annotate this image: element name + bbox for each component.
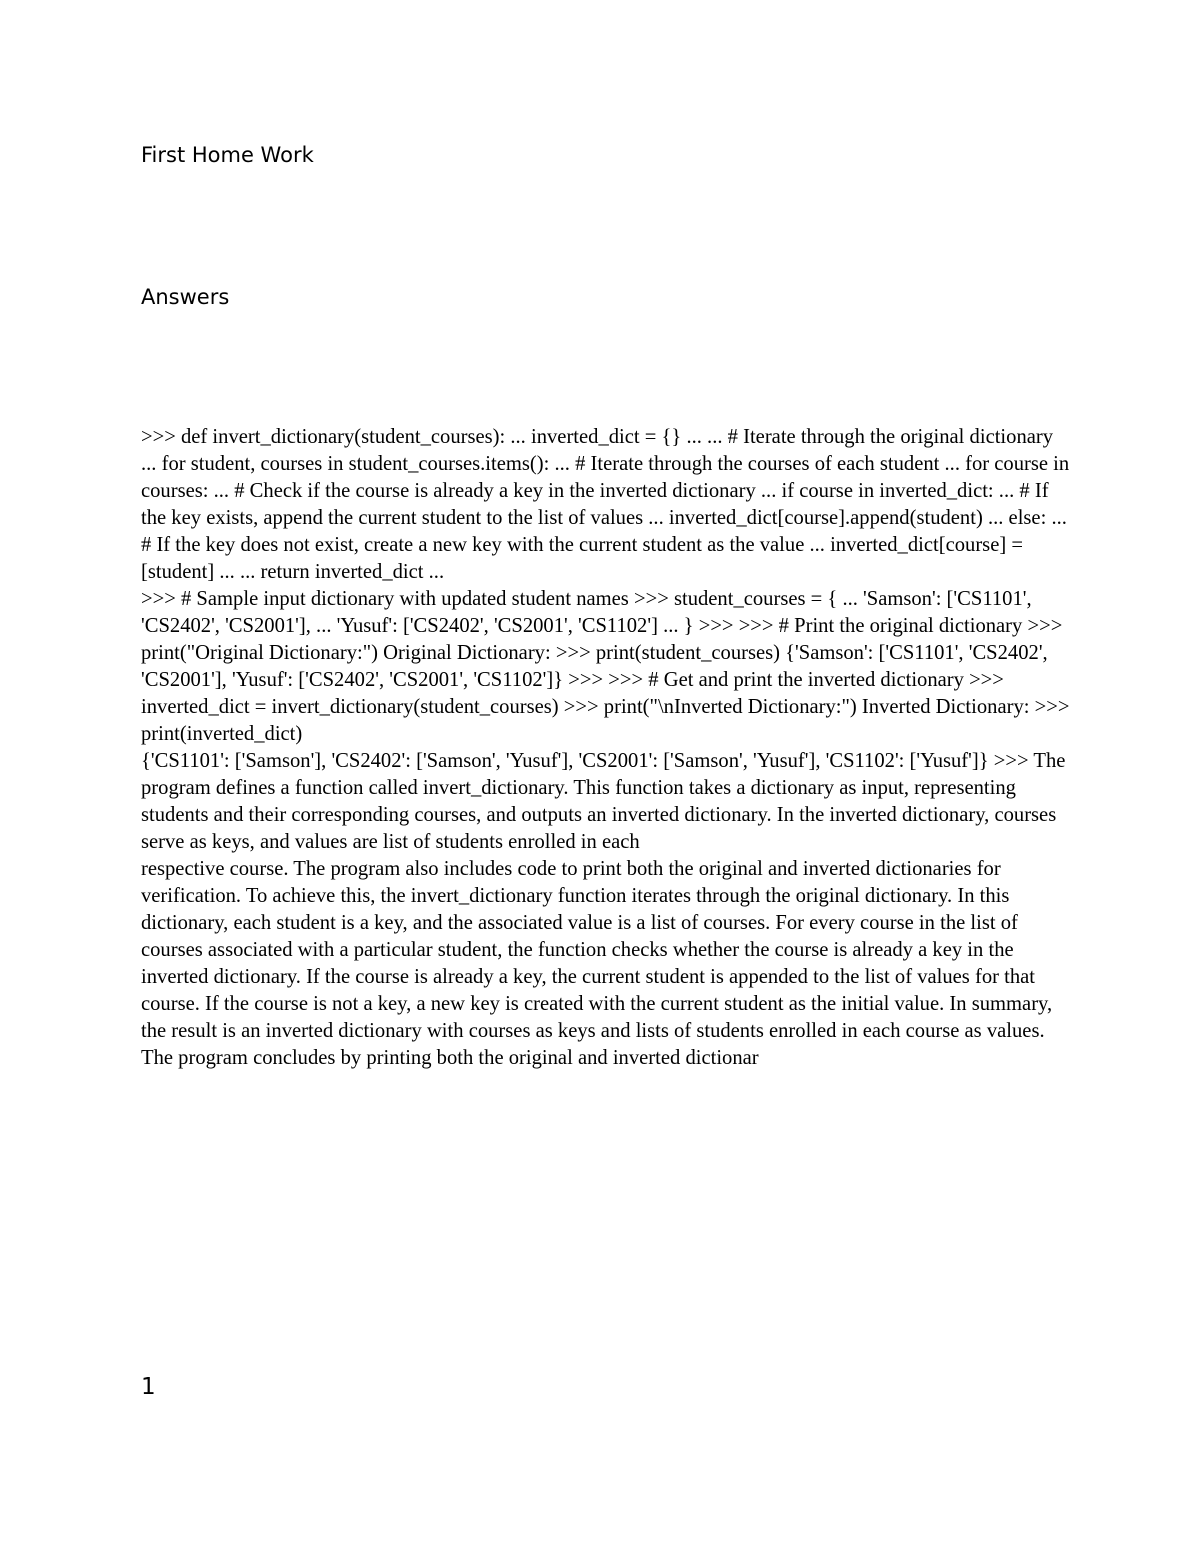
answer-body <box>141 424 1071 1072</box>
document-title: First Home Work <box>141 143 314 167</box>
paragraph-sample-input: >>> # Sample input dictionary with updated student names >>> student_courses = { ... 'Samson': ['CS1101', 'CS2402', 'CS2001'], ... 'Yusuf': ['CS2402', 'CS2001', 'CS1102'] ... } >>> >>> # Print the original dictionary >>> print("Original Dictionary:") Original Dictionary: >>> print(student_courses) {'Samson': ['CS1101', 'CS2402', 'CS2001'], 'Yusuf': ['CS2402', 'CS2001', 'CS1102']} >>> >>> # Get and print the inverted dictionary >>> inverted_dict = invert_dictionary(student_courses) >>> print("\nInverted Dictionary:") Inverted Dictionary: >>> print(inverted_dict) <box>141 588 1070 745</box>
paragraph-function-definition: >>> def invert_dictionary(student_courses): ... inverted_dict = {} ... ... # Iterate through the original dictionary ... for student, courses in student_courses.items(): ... # Iterate through the courses of each student ... for course in courses: ... # Check if the course is already a key in the inverted dictionary ... if course in inverted_dict: ... # If the key exists, append the current student to the list of values ... inverted_dict[course].append(student) ... else: ... # If the key does not exist, create a new key with the current student as the value ... inverted_dict[course] = [student] ... ... return inverted_dict ... <box>141 426 1070 583</box>
paragraph-summary: respective course. The program also includes code to print both the original and inverted dictionaries for verification. To achieve this, the invert_dictionary function iterates through the original dictionary. In this dictionary, each student is a key, and the associated value is a list of courses. For every course in the list of courses associated with a particular student, the function checks whether the course is already a key in the inverted dictionary. If the course is already a key, the current student is appended to the list of values for that course. If the course is not a key, a new key is created with the current student as the initial value. In summary, the result is an inverted dictionary with courses as keys and lists of students enrolled in each course as values. The program concludes by printing both the original and inverted dictionar <box>141 858 1053 1069</box>
page-number: 1 <box>141 1374 156 1400</box>
section-heading-answers: Answers <box>141 285 230 309</box>
paragraph-output-explanation: {'CS1101': ['Samson'], 'CS2402': ['Samson', 'Yusuf'], 'CS2001': ['Samson', 'Yusuf'], 'CS1102': ['Yusuf']} >>> The program defines a function called invert_dictionary. This function takes a dictionary as input, representing students and their corresponding courses, and outputs an inverted dictionary. In the inverted dictionary, courses serve as keys, and values are list of students enrolled in each <box>141 750 1066 853</box>
